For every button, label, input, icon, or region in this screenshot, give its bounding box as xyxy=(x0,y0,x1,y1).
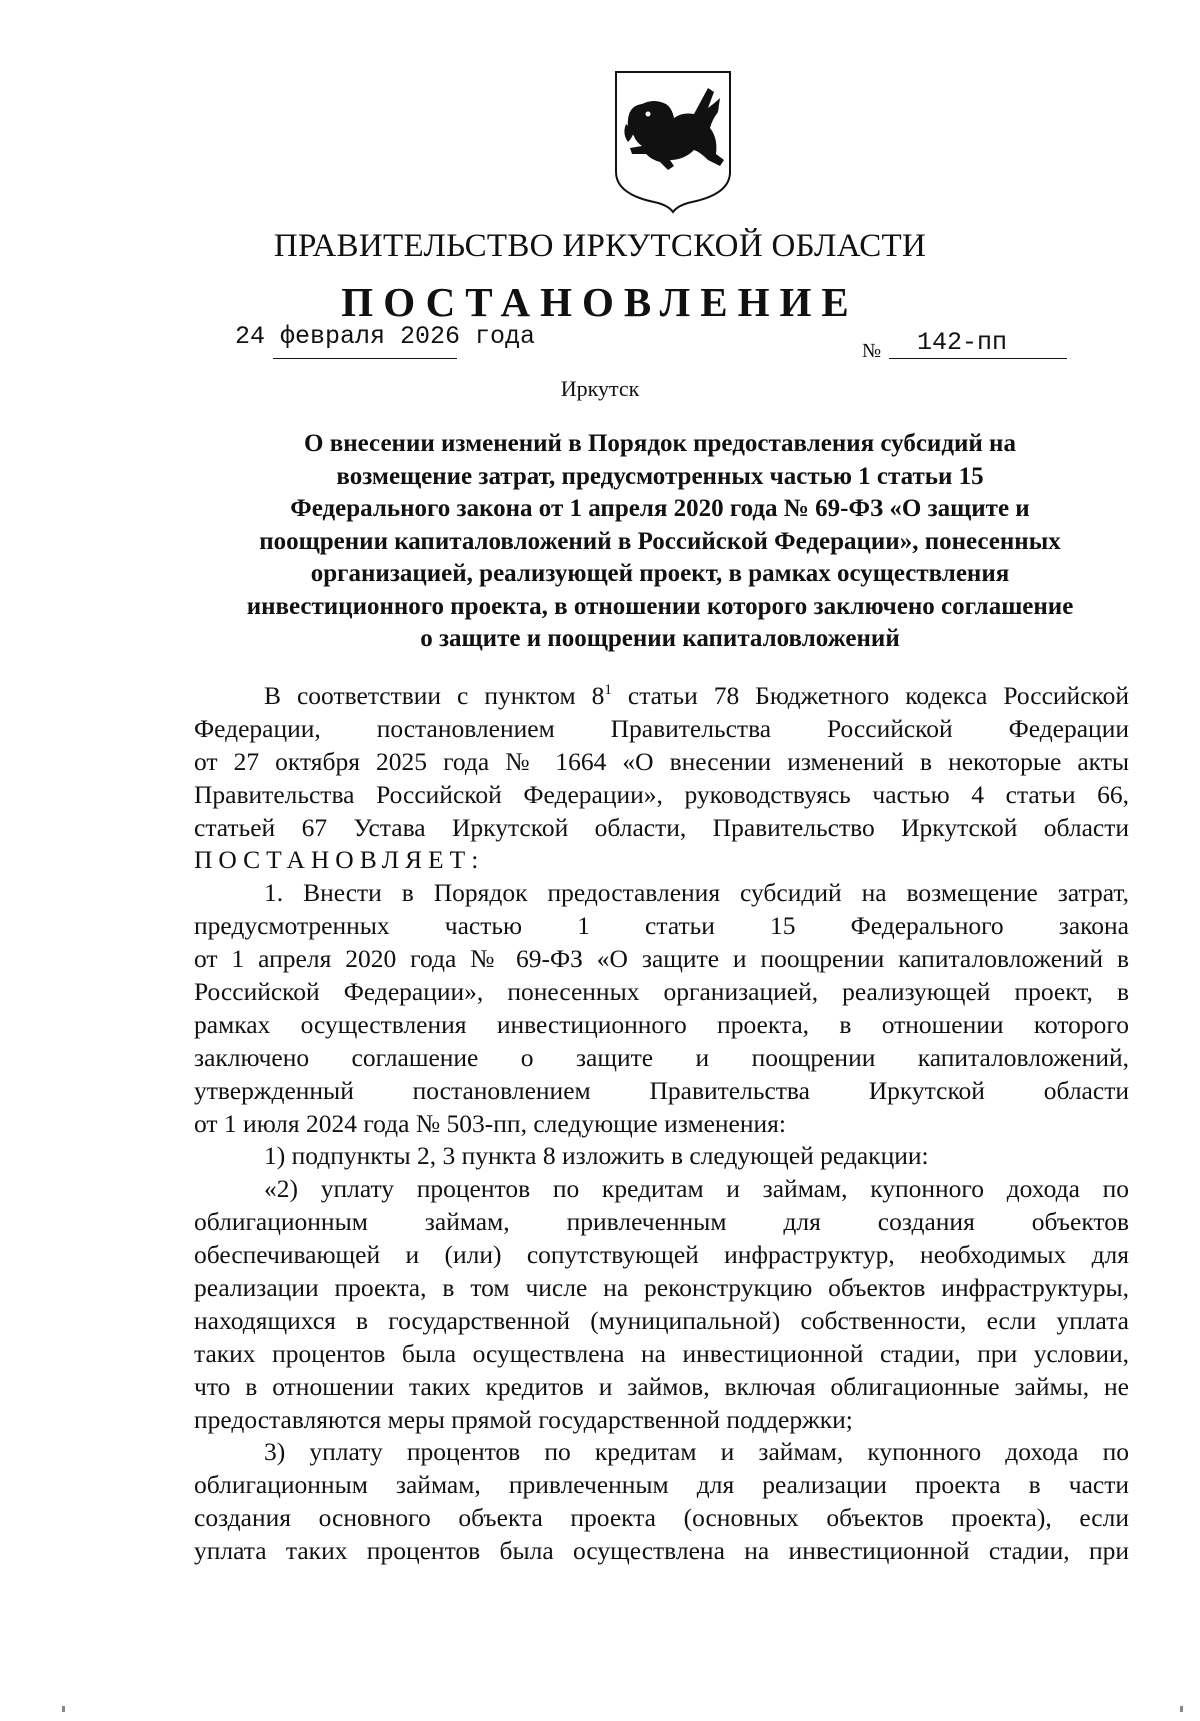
document-date: 24 февраля 2026 года xyxy=(235,322,536,351)
number-underline xyxy=(889,358,1067,359)
body-line: реализации проекта, в том числе на реконструкцию объектов инфраструктуры, xyxy=(194,1273,1129,1303)
subject-line: возмещение затрат, предусмотренных частью 1 статьи 15 xyxy=(336,462,984,490)
coat-of-arms-icon xyxy=(612,68,734,214)
subject-line: инвестиционного проекта, в отношении которого заключено соглашение xyxy=(246,592,1074,620)
body-line: 1) подпункты 2, 3 пункта 8 изложить в следующей редакции: xyxy=(264,1141,929,1171)
body-line: создания основного объекта проекта (основных объектов проекта), если xyxy=(194,1503,1129,1533)
document-body xyxy=(194,680,1129,1568)
resolves-heading: ПОСТАНОВЛЯЕТ: xyxy=(194,845,485,875)
body-line: рамках осуществления инвестиционного проекта, в отношении которого xyxy=(194,1009,1129,1039)
body-text: статьи 78 Бюджетного кодекса Российской xyxy=(611,681,1129,710)
body-line: от 1 июля 2024 года № 503-пп, следующие изменения: xyxy=(194,1108,786,1138)
body-text: В соответствии с пунктом 8 xyxy=(264,681,605,710)
body-line: обеспечивающей и (или) сопутствующей инфраструктур, необходимых для xyxy=(194,1240,1129,1270)
subject-line: поощрении капиталовложений в Российской Федерации», понесенных xyxy=(259,527,1061,555)
scan-mark xyxy=(62,1706,65,1712)
document-number: 142-пп xyxy=(917,328,1008,357)
subject-line: о защите и поощрении капиталовложений xyxy=(420,625,900,652)
body-line: от 1 апреля 2020 года № 69-ФЗ «О защите и поощрении капиталовложений в xyxy=(194,944,1129,974)
number-sign: № xyxy=(862,340,882,362)
body-line: что в отношении таких кредитов и займов, включая облигационные займы, не xyxy=(194,1371,1129,1401)
document-subject xyxy=(180,428,1140,656)
body-line: предусмотренных частью 1 статьи 15 Федерального закона xyxy=(194,911,1129,941)
superscript: 1 xyxy=(604,682,612,698)
body-line: облигационным займам, привлеченным для реализации проекта в части xyxy=(194,1470,1129,1500)
body-line: «2) уплату процентов по кредитам и займам, купонного дохода по xyxy=(264,1174,1129,1204)
date-underline xyxy=(273,358,457,359)
body-line: статьей 67 Устава Иркутской области, Правительство Иркутской области xyxy=(194,812,1129,842)
subject-line: Федерального закона от 1 апреля 2020 года № 69-ФЗ «О защите и xyxy=(290,495,1030,522)
body-line: уплата таких процентов была осуществлена на инвестиционной стадии, при xyxy=(194,1536,1129,1566)
body-line: Правительства Российской Федерации», руководствуясь частью 4 статьи 66, xyxy=(194,779,1129,809)
government-name: ПРАВИТЕЛЬСТВО ИРКУТСКОЙ ОБЛАСТИ xyxy=(273,228,927,264)
subject-line: организацией, реализующей проект, в рамках осуществления xyxy=(310,560,1010,587)
body-line: 3) уплату процентов по кредитам и займам, купонного дохода по xyxy=(264,1437,1129,1467)
body-line: утвержденный постановлением Правительства Иркутской области xyxy=(194,1075,1129,1105)
body-line: Российской Федерации», понесенных организацией, реализующей проект, в xyxy=(194,977,1129,1007)
body-line: находящихся в государственной (муниципальной) собственности, если уплата xyxy=(194,1305,1129,1335)
subject-line: О внесении изменений в Порядок предоставления субсидий на xyxy=(304,430,1016,457)
body-line: Федерации, постановлением Правительства Российской Федерации xyxy=(194,713,1129,743)
body-line: предоставляются меры прямой государственной поддержки; xyxy=(194,1404,853,1434)
body-line: от 27 октября 2025 года № 1664 «О внесении изменений в некоторые акты xyxy=(194,746,1129,776)
body-line: облигационным займам, привлеченным для создания объектов xyxy=(194,1207,1129,1237)
body-line: таких процентов была осуществлена на инвестиционной стадии, при условии, xyxy=(194,1338,1129,1368)
scan-mark xyxy=(1180,1706,1183,1712)
document-type: ПОСТАНОВЛЕНИЕ xyxy=(341,279,859,325)
city: Иркутск xyxy=(560,376,640,401)
body-line: заключено соглашение о защите и поощрении капиталовложений, xyxy=(194,1042,1129,1072)
body-line: 1. Внести в Порядок предоставления субсидий на возмещение затрат, xyxy=(264,878,1129,908)
body-line xyxy=(194,680,1129,713)
